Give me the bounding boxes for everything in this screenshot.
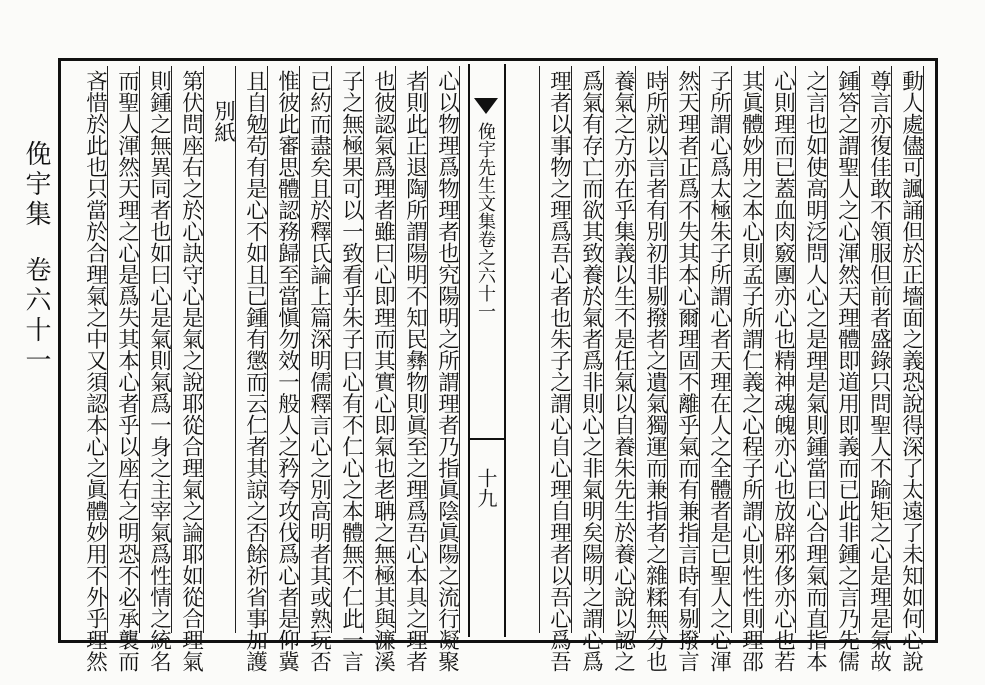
text-column: 爲氣有存亡而欲其致養於氣者爲非則心之非氣明矣陽明之謂心爲	[578, 70, 604, 672]
column-rule	[827, 66, 828, 633]
column-rule	[331, 66, 332, 633]
text-column: 則鍾之無異同者也如曰心是氣則氣爲一身之主宰氣爲性情之統名	[146, 70, 172, 672]
column-rule	[299, 66, 300, 633]
text-column: 惟彼此審思體認務歸至當愼勿效一般人之矜夸攻伐爲心者是仰冀	[274, 70, 300, 672]
text-column: 之言也如使高明泛問人心之是理是氣則鍾當曰心合理氣而直指本	[802, 70, 828, 672]
margin-volume: 卷六十一	[21, 256, 51, 376]
text-column: 且自勉苟有是心不如且已鍾有懲而云仁者其諒之否餘祈省事加護	[242, 70, 268, 672]
text-column: 然天理者正爲不失其本心爾理固不離乎氣而有兼指言時有剔撥言	[674, 70, 700, 672]
text-column: 尊言亦復佳敢不領服但前者盛錄只問聖人不踰矩之心是理是氣故	[866, 70, 892, 672]
page-number: 十九	[474, 468, 498, 508]
text-column: 子之無極果可以一致看乎朱子曰心有不仁心之本體無不仁此一言	[338, 70, 364, 672]
text-column: 動人處儘可諷誦但於正墻面之義恐說得深了太遠了未知如何心說	[898, 70, 924, 672]
column-rule	[203, 66, 204, 633]
column-rule	[699, 66, 700, 633]
column-rule	[395, 66, 396, 633]
text-column: 理者以事物之理爲吾心者也朱子之謂心自心理自理者以吾心爲吾	[546, 70, 572, 672]
text-column: 子所謂心爲太極朱子所謂心者天理在人之全體者是已聖人之心渾	[706, 70, 732, 672]
column-rule	[603, 66, 604, 633]
text-column: 其眞體妙用之本心則孟子所謂仁義之心程子所謂心則性性則理邵	[738, 70, 764, 672]
column-rule	[731, 66, 732, 633]
text-column: 鍾答之謂聖人之心渾然天理體即道用即義而已此非鍾之言乃先儒	[834, 70, 860, 672]
column-rule	[235, 66, 236, 633]
column-rule	[139, 66, 140, 633]
column-rule	[571, 66, 572, 633]
margin-book: 俛宇集	[21, 140, 51, 230]
column-rule	[923, 66, 924, 633]
center-title: 俛宇先生文集卷之六十一	[475, 122, 496, 320]
fishtail-mark	[474, 98, 498, 114]
text-column: 時所就以言者有別初非剔撥者之遺氣獨運而兼指者之雜糅無分也	[642, 70, 668, 672]
text-column: 也彼認氣爲理者雖曰心即理而其實心即氣也老聃之無極其與濂溪	[370, 70, 396, 672]
column-rule	[859, 66, 860, 633]
column-rule	[267, 66, 268, 633]
column-rule	[427, 66, 428, 633]
column-rule	[459, 66, 460, 633]
fishtail-divider	[470, 438, 504, 440]
column-rule	[795, 66, 796, 633]
text-column: 而聖人渾然天理之心是爲失其本心者乎以座右之明恐不必承襲而	[114, 70, 140, 672]
column-rule	[171, 66, 172, 633]
section-heading: 別紙	[210, 100, 236, 143]
text-column: 已約而盡矣且於釋氏論上篇深明儒釋言心之別高明者其或熟玩否	[306, 70, 332, 672]
column-rule	[667, 66, 668, 633]
text-column: 第伏問座右之於心訣守心是氣之說耶從合理氣之論耶如從合理氣	[178, 70, 204, 672]
margin-title	[18, 140, 55, 376]
column-rule	[539, 66, 540, 633]
text-column: 心以物理爲物理者也究陽明之所謂理者乃指眞陰眞陽之流行凝聚	[434, 70, 460, 672]
text-column: 心則理而已蓋血肉竅團亦心也精神魂魄亦心也放辟邪侈亦心也若	[770, 70, 796, 672]
text-column: 者則此正退陶所謂陽明不知民彝物則眞至之理爲吾心本具之理者	[402, 70, 428, 672]
column-rule	[891, 66, 892, 633]
column-rule	[363, 66, 364, 633]
column-rule	[763, 66, 764, 633]
text-column: 吝惜於此也只當於合理氣之中又須認本心之眞體妙用不外乎理然	[82, 70, 108, 672]
column-rule	[107, 66, 108, 633]
text-column: 養氣之方亦在乎集義以生不是任氣以自養朱先生於養心說以認之	[610, 70, 636, 672]
column-rule	[635, 66, 636, 633]
